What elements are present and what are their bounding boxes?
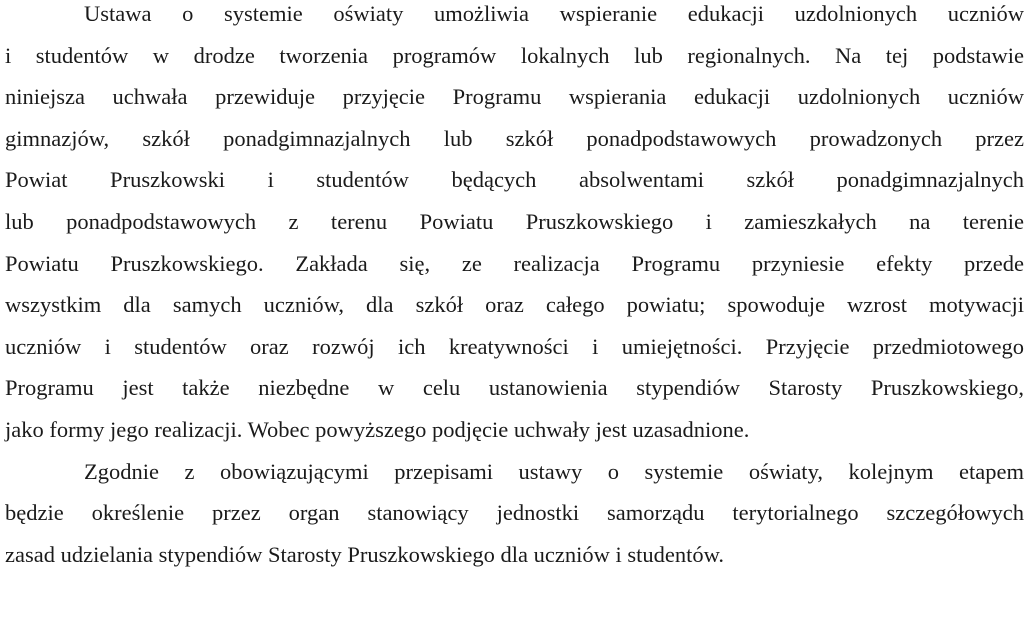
text-line: i studentów w drodze tworzenia programów lokalnych lub regionalnych. Na tej podstawie xyxy=(5,42,1024,68)
text-line: wszystkim dla samych uczniów, dla szkół oraz całego powiatu; spowoduje wzrost motywacji xyxy=(5,292,1024,318)
text-line: Powiatu Pruszkowskiego. Zakłada się, ze realizacja Programu przyniesie efekty przede xyxy=(5,250,1024,276)
text-line: Ustawa o systemie oświaty umożliwia wspieranie edukacji uzdolnionych uczniów xyxy=(84,1,1024,26)
text-line: niniejsza uchwała przewiduje przyjęcie Programu wspierania edukacji uzdolnionych uczniów xyxy=(5,84,1024,110)
text-line: Zgodnie z obowiązującymi przepisami ustawy o systemie oświaty, kolejnym etapem xyxy=(84,458,1024,484)
text-line: gimnazjów, szkół ponadgimnazjalnych lub szkół ponadpodstawowych prowadzonych przez xyxy=(5,125,1024,151)
text-line: jako formy jego realizacji. Wobec powyższego podjęcie uchwały jest uzasadnione. xyxy=(5,416,750,442)
document-page xyxy=(5,0,1024,626)
text-line: uczniów i studentów oraz rozwój ich kreatywności i umiejętności. Przyjęcie przedmiotowego xyxy=(5,333,1024,359)
text-line: zasad udzielania stypendiów Starosty Pruszkowskiego dla uczniów i studentów. xyxy=(5,541,725,567)
text-line: lub ponadpodstawowych z terenu Powiatu Pruszkowskiego i zamieszkałych na terenie xyxy=(5,208,1024,234)
text-line: będzie określenie przez organ stanowiący jednostki samorządu terytorialnego szczegółowych xyxy=(5,500,1024,526)
text-line: Powiat Pruszkowski i studentów będących absolwentami szkół ponadgimnazjalnych xyxy=(5,167,1024,193)
text-line: Programu jest także niezbędne w celu ustanowienia stypendiów Starosty Pruszkowskiego, xyxy=(5,375,1024,401)
paragraph-1 xyxy=(5,0,1024,451)
paragraph-2 xyxy=(5,451,1024,576)
